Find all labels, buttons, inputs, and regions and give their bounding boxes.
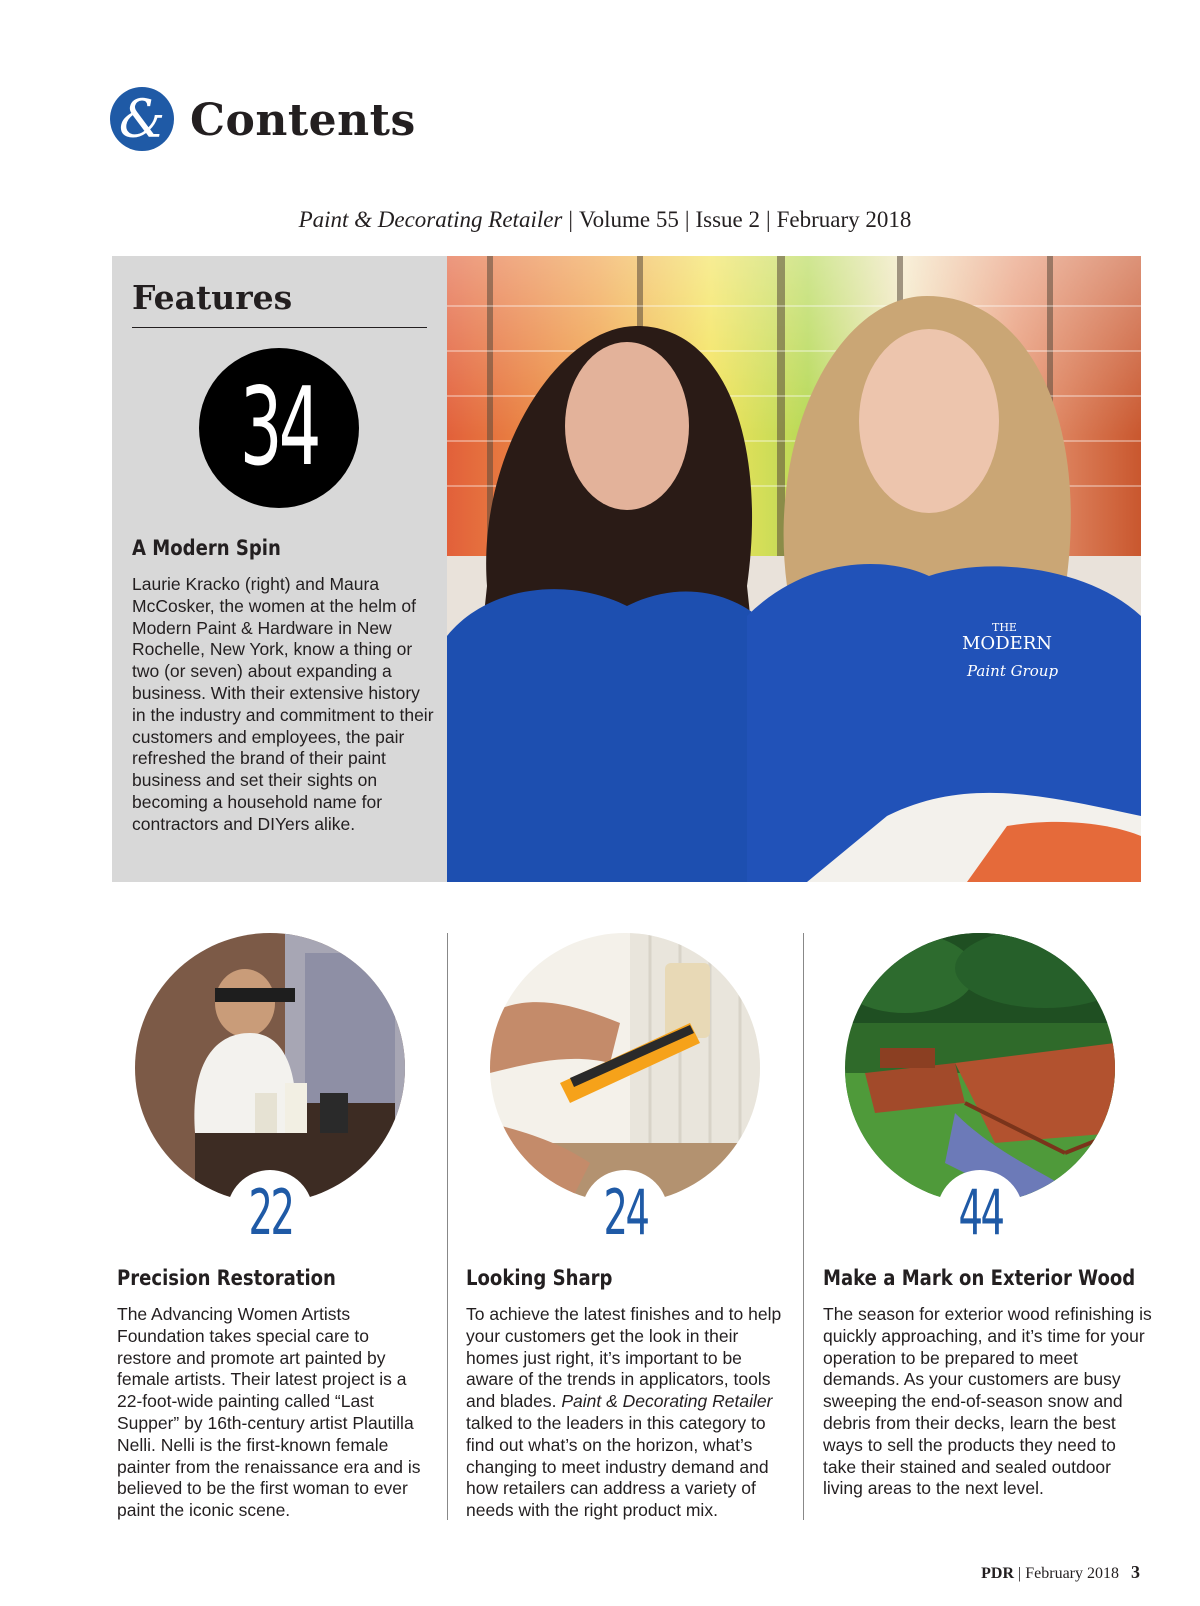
publication-name-inline: Paint & Decorating Retailer — [561, 1391, 773, 1412]
footer-brand: PDR — [981, 1565, 1015, 1582]
feature-description: Laurie Kracko (right) and Maura McCosker, the women at the helm of Modern Paint & Hardware in New Rochelle, New York, know a thing or two (or seven) about expanding a business. With their extensive history in the industry and commitment to their customers and employees, the pair refreshed the brand of their paint business and set their sights on becoming a household name for contractors and DIYers alike. — [132, 574, 434, 834]
features-divider — [132, 327, 427, 328]
hero-photo-illustration — [447, 256, 1141, 882]
article-description: To achieve the latest finishes and to help your customers get the look in their homes just right, it’s important to be aware of the trends in applicators, tools and blades. Paint & Decorating Retailer talked to the leaders in this category to find out what’s on the horizon, what’s changing to meet industry demand and how retailers can address a variety of needs with the right product mix. — [466, 1304, 782, 1521]
column-divider — [447, 933, 448, 1520]
article-page-badge — [582, 1170, 668, 1256]
page-footer: PDR | February 2018 3 — [981, 1562, 1140, 1582]
hero-photo — [447, 256, 1141, 882]
page-number: 3 — [1131, 1562, 1140, 1582]
magazine-logo-icon — [110, 87, 174, 151]
feature-page-number: 34 — [240, 365, 318, 490]
footer-date: February 2018 — [1025, 1565, 1119, 1582]
article-page-badge — [227, 1170, 313, 1256]
restoration-photo — [135, 933, 405, 1203]
publication-name: Paint & Decorating Retailer — [298, 207, 563, 232]
shirt-logo-top: THE — [992, 621, 1017, 634]
features-heading: Features — [132, 278, 293, 317]
masthead: Paint & Decorating Retailer | Volume 55 | Issue 2 | February 2018 — [298, 207, 912, 232]
feature-title[interactable]: A Modern Spin — [132, 536, 281, 560]
article-page-number: 24 — [603, 1176, 647, 1249]
feature-page-number-badge — [199, 348, 359, 508]
blades-photo — [490, 933, 760, 1203]
shirt-logo-sub: Paint Group — [967, 662, 1059, 680]
article-description: The Advancing Women Artists Foundation takes special care to restore and promote art painted by female artists. Their latest project is a 22-foot-wide painting called “Last Supper” by 16th-century artist Plautilla Nelli. Nelli is the first-known female painter from the renaissance era and is believed to be the first woman to ever paint the iconic scene. — [117, 1304, 421, 1521]
logo-glyph: & — [118, 90, 166, 150]
column-divider — [803, 933, 804, 1520]
article-page-number: 44 — [958, 1176, 1002, 1249]
deck-photo — [845, 933, 1115, 1203]
page-title: Contents — [190, 95, 416, 146]
restoration-photo-illustration — [135, 933, 405, 1203]
article-title[interactable]: Looking Sharp — [466, 1266, 613, 1290]
shirt-logo-main: MODERN — [962, 633, 1053, 654]
article-description: The season for exterior wood refinishing is quickly approaching, and it’s time for your operation to be prepared to meet demands. As your customers are busy sweeping the end-of-season snow and debris from their decks, learn the best ways to sell the products they need to take their stained and sealed outdoor living areas to the next level. — [823, 1304, 1152, 1499]
article-title[interactable]: Make a Mark on Exterior Wood — [823, 1266, 1136, 1290]
blades-photo-illustration — [490, 933, 760, 1203]
issue-date: February 2018 — [776, 207, 912, 232]
features-panel — [112, 256, 447, 882]
deck-photo-illustration — [845, 933, 1115, 1203]
article-page-number: 22 — [248, 1176, 292, 1249]
article-title[interactable]: Precision Restoration — [117, 1266, 336, 1290]
article-page-badge — [937, 1170, 1023, 1256]
issue-label: Issue 2 — [695, 207, 761, 232]
volume-label: Volume 55 — [579, 207, 679, 232]
